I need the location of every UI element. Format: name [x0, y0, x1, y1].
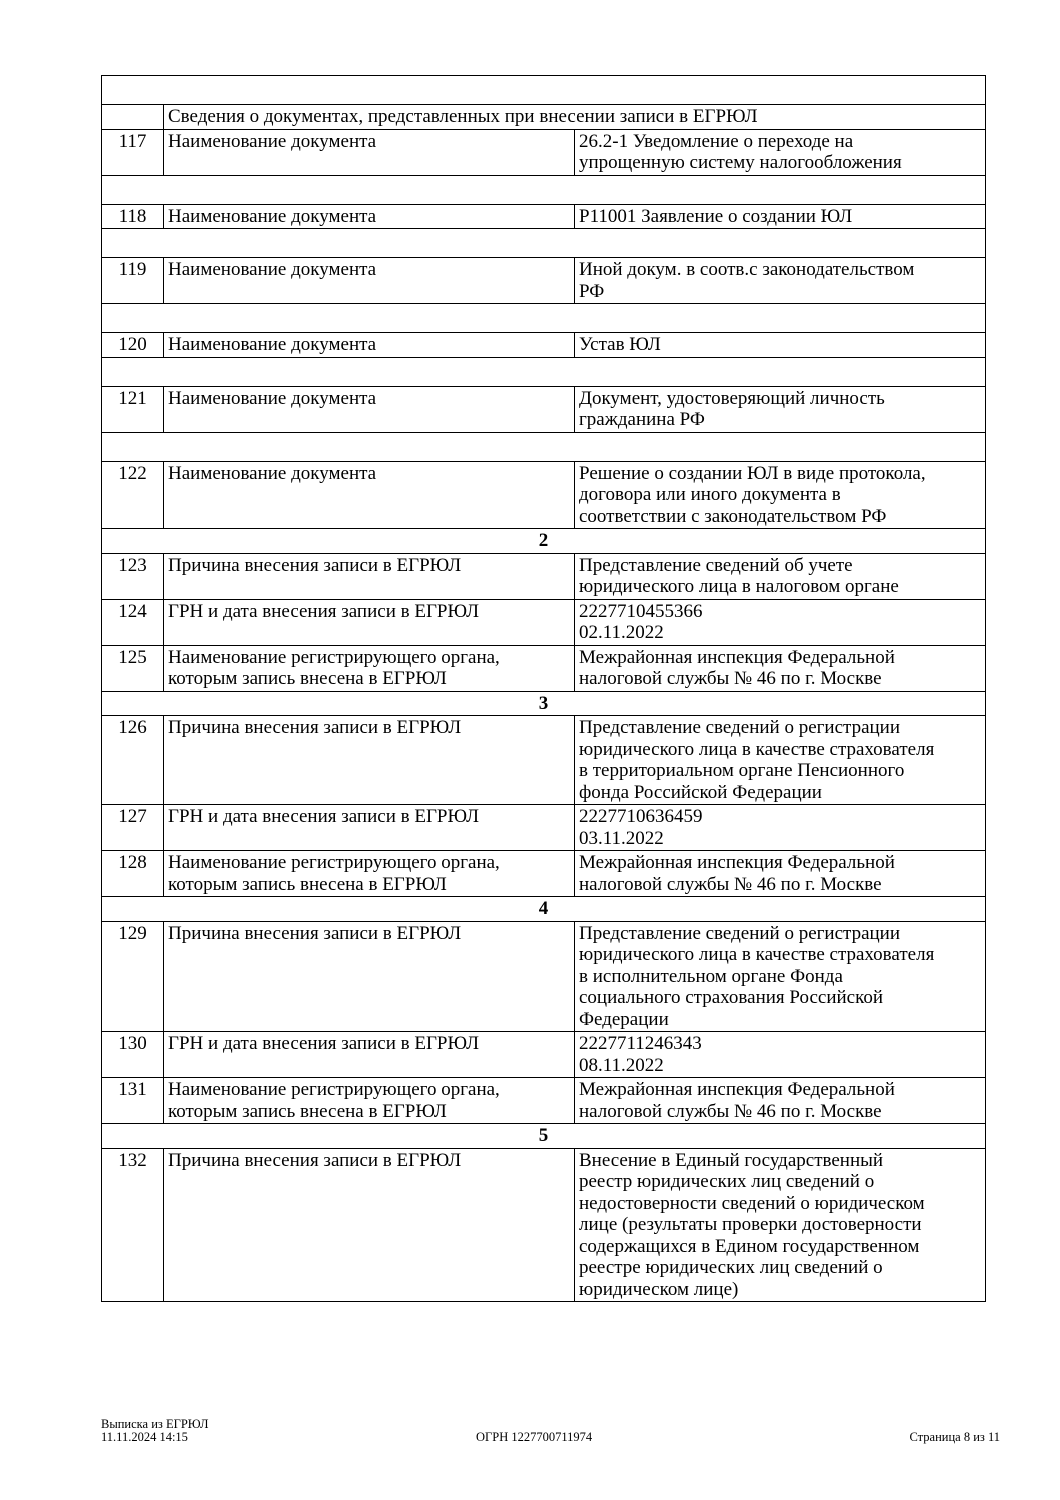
field-value: Межрайонная инспекция Федеральной налоговой службы № 46 по г. Москве — [575, 1078, 986, 1124]
row-number: 121 — [102, 386, 164, 432]
table-row — [102, 599, 986, 645]
table-row — [102, 461, 986, 529]
field-label: Наименование документа — [164, 461, 575, 529]
row-number: 120 — [102, 333, 164, 358]
field-label: Причина внесения записи в ЕГРЮЛ — [164, 921, 575, 1032]
field-value: Устав ЮЛ — [575, 333, 986, 358]
row-number: 122 — [102, 461, 164, 529]
field-label: Наименование документа — [164, 333, 575, 358]
field-label: ГРН и дата внесения записи в ЕГРЮЛ — [164, 1032, 575, 1078]
section-header-row — [102, 105, 986, 130]
row-number: 124 — [102, 599, 164, 645]
spacer-row — [102, 175, 986, 204]
field-value: 2227710455366 02.11.2022 — [575, 599, 986, 645]
row-number: 117 — [102, 129, 164, 175]
row-number: 118 — [102, 204, 164, 229]
record-group-row — [102, 897, 986, 922]
spacer-cell — [102, 432, 986, 461]
spacer-row — [102, 357, 986, 386]
record-group-number: 4 — [102, 897, 986, 922]
field-value: Межрайонная инспекция Федеральной налоговой службы № 46 по г. Москве — [575, 851, 986, 897]
row-number: 128 — [102, 851, 164, 897]
field-value: 2227711246343 08.11.2022 — [575, 1032, 986, 1078]
table-row — [102, 805, 986, 851]
footer-ogrn: ОГРН 1227700711974 — [476, 1430, 593, 1444]
spacer-row — [102, 76, 986, 105]
field-label: Наименование регистрирующего органа, которым запись внесена в ЕГРЮЛ — [164, 1078, 575, 1124]
field-label: Наименование документа — [164, 386, 575, 432]
field-label: Наименование документа — [164, 129, 575, 175]
record-group-number: 5 — [102, 1124, 986, 1149]
row-number: 119 — [102, 258, 164, 304]
table-row — [102, 645, 986, 691]
section-number-cell — [102, 105, 164, 130]
field-label: ГРН и дата внесения записи в ЕГРЮЛ — [164, 805, 575, 851]
spacer-row — [102, 229, 986, 258]
row-number: 126 — [102, 716, 164, 805]
field-value: Р11001 Заявление о создании ЮЛ — [575, 204, 986, 229]
table-row — [102, 553, 986, 599]
table-row — [102, 716, 986, 805]
table-row — [102, 1032, 986, 1078]
field-value: 2227710636459 03.11.2022 — [575, 805, 986, 851]
table-row — [102, 204, 986, 229]
field-value: 26.2-1 Уведомление о переходе на упрощенную систему налогообложения — [575, 129, 986, 175]
row-number: 129 — [102, 921, 164, 1032]
field-label: Наименование регистрирующего органа, которым запись внесена в ЕГРЮЛ — [164, 851, 575, 897]
field-value: Представление сведений о регистрации юридического лица в качестве страхователя в исполнительном органе Фонда социального страхования Российской Федерации — [575, 921, 986, 1032]
record-group-row — [102, 691, 986, 716]
field-value: Документ, удостоверяющий личность гражданина РФ — [575, 386, 986, 432]
table-row — [102, 1078, 986, 1124]
spacer-cell — [102, 229, 986, 258]
footer-left — [101, 1418, 209, 1444]
record-group-row — [102, 1124, 986, 1149]
field-label: Причина внесения записи в ЕГРЮЛ — [164, 716, 575, 805]
field-value: Иной докум. в соотв.с законодательством РФ — [575, 258, 986, 304]
field-value: Представление сведений об учете юридического лица в налоговом органе — [575, 553, 986, 599]
field-value: Представление сведений о регистрации юридического лица в качестве страхователя в территориальном органе Пенсионного фонда Российской Федерации — [575, 716, 986, 805]
row-number: 130 — [102, 1032, 164, 1078]
field-label: Наименование регистрирующего органа, которым запись внесена в ЕГРЮЛ — [164, 645, 575, 691]
field-label: Причина внесения записи в ЕГРЮЛ — [164, 1148, 575, 1302]
table-body — [102, 76, 986, 1302]
footer-doc-name: Выписка из ЕГРЮЛ — [101, 1417, 209, 1431]
spacer-cell — [102, 175, 986, 204]
table-row — [102, 386, 986, 432]
field-value: Внесение в Единый государственный реестр юридических лиц сведений о недостоверности сведений о юридическом лице (результаты проверки достоверности содержащихся в Едином государственном реестре юридических лиц сведений о юридическом лице) — [575, 1148, 986, 1302]
table-row — [102, 258, 986, 304]
field-value: Решение о создании ЮЛ в виде протокола, договора или иного документа в соответствии с законодательством РФ — [575, 461, 986, 529]
row-number: 127 — [102, 805, 164, 851]
spacer-cell — [102, 76, 986, 105]
field-label: ГРН и дата внесения записи в ЕГРЮЛ — [164, 599, 575, 645]
field-label: Наименование документа — [164, 258, 575, 304]
row-number: 123 — [102, 553, 164, 599]
field-value: Межрайонная инспекция Федеральной налоговой службы № 46 по г. Москве — [575, 645, 986, 691]
row-number: 132 — [102, 1148, 164, 1302]
section-title: Сведения о документах, представленных при внесении записи в ЕГРЮЛ — [164, 105, 986, 130]
row-number: 125 — [102, 645, 164, 691]
record-group-row — [102, 529, 986, 554]
egrul-extract-table — [101, 75, 986, 1302]
spacer-row — [102, 432, 986, 461]
row-number: 131 — [102, 1078, 164, 1124]
field-label: Наименование документа — [164, 204, 575, 229]
record-group-number: 3 — [102, 691, 986, 716]
footer-datetime: 11.11.2024 14:15 — [101, 1430, 188, 1444]
record-group-number: 2 — [102, 529, 986, 554]
spacer-row — [102, 304, 986, 333]
table-row — [102, 851, 986, 897]
field-label: Причина внесения записи в ЕГРЮЛ — [164, 553, 575, 599]
table-row — [102, 129, 986, 175]
table-row — [102, 921, 986, 1032]
spacer-cell — [102, 304, 986, 333]
table-row — [102, 1148, 986, 1302]
spacer-cell — [102, 357, 986, 386]
table-row — [102, 333, 986, 358]
footer-page-number: Страница 8 из 11 — [909, 1430, 1000, 1444]
